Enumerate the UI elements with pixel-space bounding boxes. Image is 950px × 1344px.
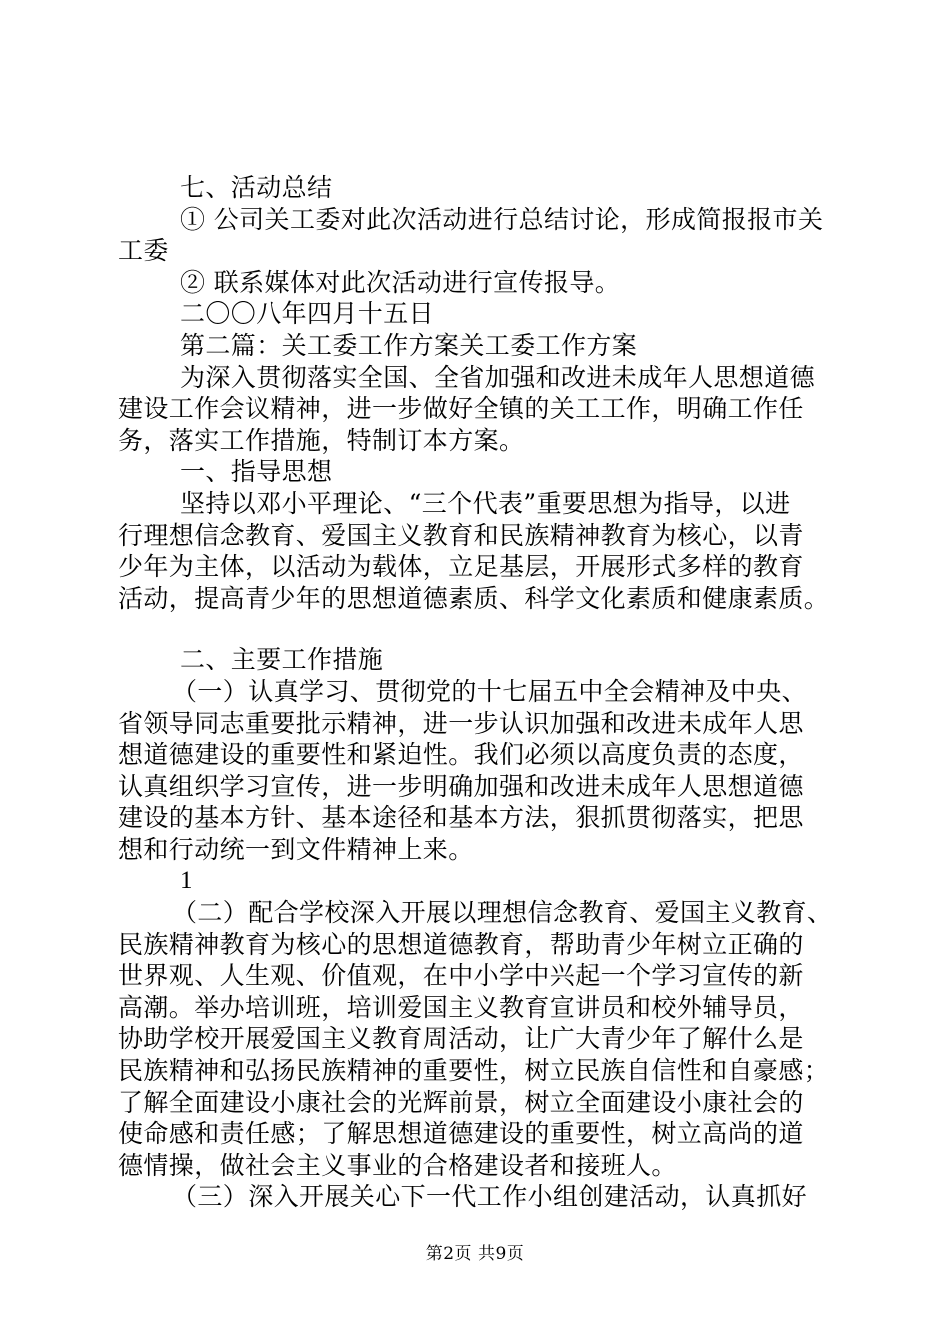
text-line: 省领导同志重要批示精神，进一步认识加强和改进未成年人思 (118, 708, 804, 738)
text-line: 二、主要工作措施 (180, 645, 384, 675)
text-line: 协助学校开展爱国主义教育周活动，让广大青少年了解什么是 (118, 1024, 804, 1054)
document-body (118, 172, 838, 1213)
paragraph-gap (118, 614, 838, 644)
text-line: （一）认真学习、贯彻党的十七届五中全会精神及中央、 (172, 676, 808, 706)
text-line: 民族精神教育为核心的思想道德教育，帮助青少年树立正确的 (118, 929, 804, 959)
text-line: 为深入贯彻落实全国、全省加强和改进未成年人思想道德 (180, 362, 816, 392)
text-line: 第二篇：关工委工作方案关工委工作方案 (180, 330, 638, 360)
text-line: ① 公司关工委对此次活动进行总结讨论，形成简报报市关 (180, 204, 824, 234)
text-line: 德情操，做社会主义事业的合格建设者和接班人。 (118, 1150, 677, 1180)
text-line: ② 联系媒体对此次活动进行宣传报导。 (180, 267, 621, 297)
text-line: 高潮。举办培训班，培训爱国主义教育宣讲员和校外辅导员， (118, 992, 804, 1022)
text-line: 了解全面建设小康社会的光辉前景，树立全面建设小康社会的 (118, 1087, 804, 1117)
text-line: 认真组织学习宣传，进一步明确加强和改进未成年人思想道德 (118, 771, 804, 801)
text-line: 一、指导思想 (180, 457, 333, 487)
page-number-mark: 1 (180, 867, 193, 895)
text-line: 使命感和责任感；了解思想道德建设的重要性，树立高尚的道 (118, 1119, 804, 1149)
text-line: 想和行动统一到文件精神上来。 (118, 834, 474, 864)
text-line: 少年为主体，以活动为载体，立足基层，开展形式多样的教育 (118, 552, 804, 582)
text-line: 行理想信念教育、爱国主义教育和民族精神教育为核心，以青 (118, 520, 804, 550)
text-line: 建设的基本方针、基本途径和基本方法，狠抓贯彻落实，把思 (118, 803, 804, 833)
text-line: 活动，提高青少年的思想道德素质、科学文化素质和健康素质。 (118, 583, 830, 613)
text-line: 建设工作会议精神，进一步做好全镇的关工工作，明确工作任 (118, 394, 804, 424)
text-line: 务，落实工作措施，特制订本方案。 (118, 425, 525, 455)
text-line: 工委 (118, 236, 169, 266)
text-line: 民族精神和弘扬民族精神的重要性，树立民族自信性和自豪感； (118, 1056, 830, 1086)
text-line: 想道德建设的重要性和紧迫性。我们必须以高度负责的态度， (118, 740, 804, 770)
text-line: 二〇〇八年四月十五日 (180, 299, 435, 329)
page-footer: 第2页 共9页 (425, 1244, 525, 1264)
text-line: 坚持以邓小平理论、“三个代表”重要思想为指导，以进 (180, 488, 791, 518)
text-line: 七、活动总结 (180, 173, 333, 202)
text-line: （三）深入开展关心下一代工作小组创建活动，认真抓好 (172, 1182, 808, 1212)
text-line: 世界观、人生观、价值观，在中小学中兴起一个学习宣传的新 (118, 961, 804, 991)
text-line: （二）配合学校深入开展以理想信念教育、爱国主义教育、 (172, 898, 833, 928)
